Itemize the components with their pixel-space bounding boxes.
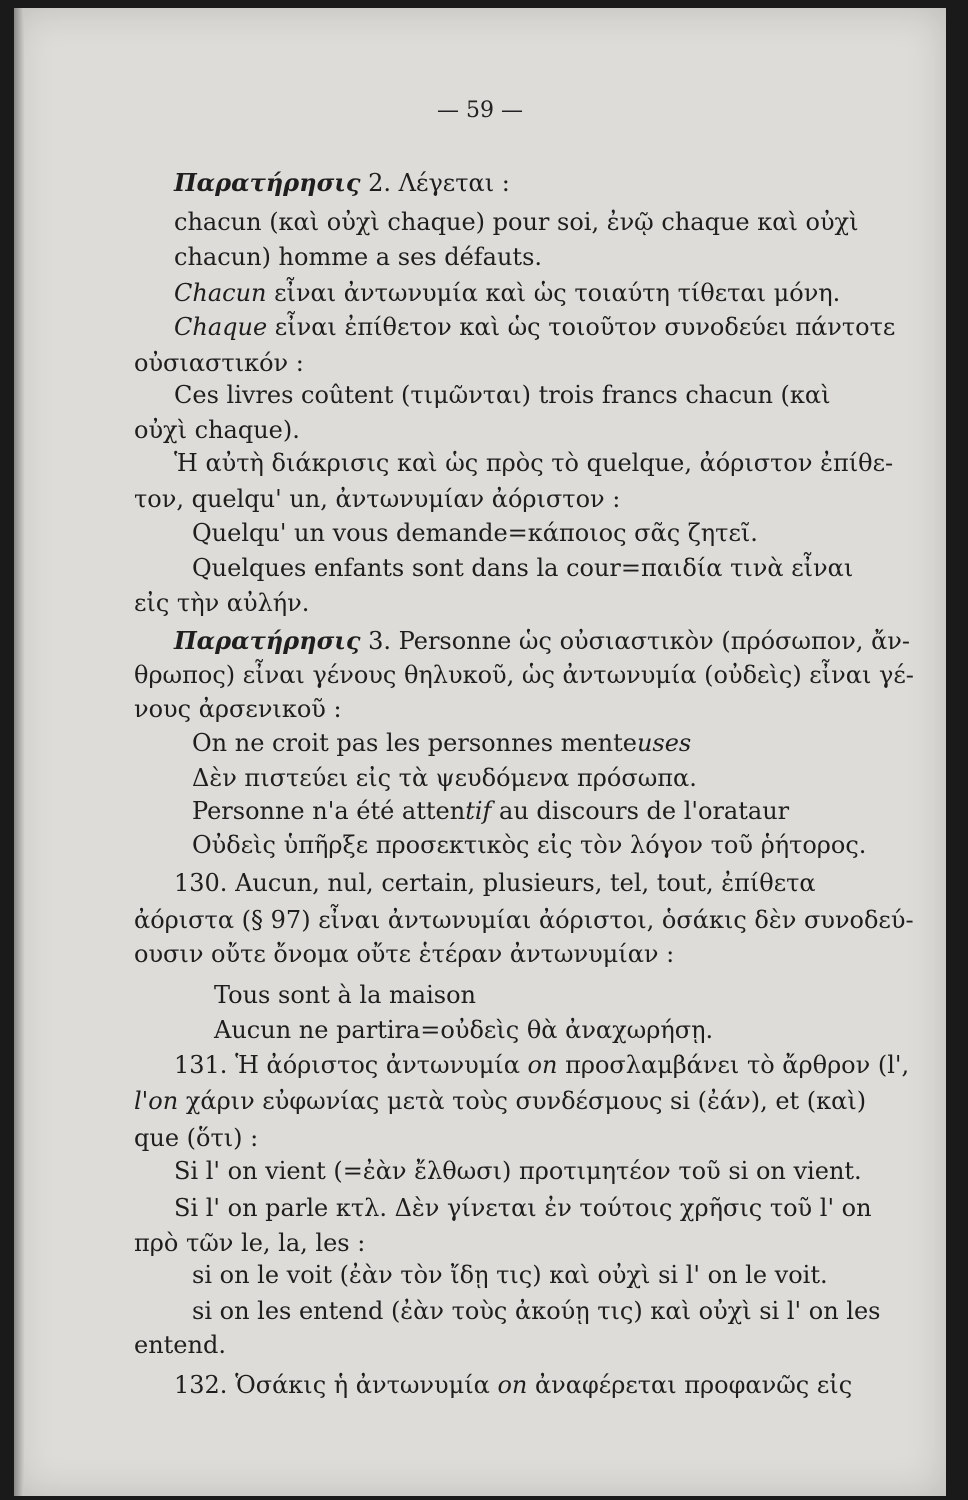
text-run: εἰς τὴν αὐλήν. <box>134 589 310 617</box>
text-line <box>192 796 789 826</box>
text-run: Chacun <box>174 279 267 307</box>
text-run: Ἡ αὐτὴ διάκρισις καὶ ὡς πρὸς τὸ quelque, ἀόριστον ἐπίθε- <box>174 449 894 477</box>
text-line <box>174 1193 872 1223</box>
text-run: on <box>527 1051 558 1079</box>
text-run: chacun) homme a ses défauts. <box>174 243 543 271</box>
text-line <box>134 1330 226 1360</box>
text-run: οὐχὶ chaque). <box>134 416 300 444</box>
text-run: Tous sont à la maison <box>214 981 477 1009</box>
text-run: πρὸ τῶν le, la, les : <box>134 1229 366 1257</box>
text-run: θρωπος) εἶναι γένους θηλυκοῦ, ὡς ἀντωνυμία (οὐδεὶς) εἶναι γέ- <box>134 661 914 689</box>
text-run: Quelqu' un vous demande=κάποιος σᾶς ζητεῖ. <box>192 519 758 547</box>
text-run: 2. Λέγεται : <box>360 169 510 197</box>
text-run: Personne n'a été atten <box>192 797 466 825</box>
text-line <box>214 1015 713 1045</box>
page-number: — 59 — <box>437 98 523 123</box>
text-run: οὐσιαστικόν : <box>134 349 304 377</box>
text-run: εἶναι ἐπίθετον καὶ ὡς τοιοῦτον συνοδεύει πάντοτε <box>267 313 896 341</box>
text-line <box>134 1086 866 1116</box>
text-run: au discours de l'orataur <box>491 797 790 825</box>
text-line <box>174 380 831 410</box>
text-line <box>214 980 476 1010</box>
text-line <box>174 626 910 656</box>
text-line <box>192 518 758 548</box>
text-run: Quelques enfants sont dans la cour=παιδία τινὰ εἶναι <box>192 554 854 582</box>
text-run: εἶναι ἀντωνυμία καὶ ὡς τοιαύτη τίθεται μόνη. <box>266 279 841 307</box>
text-run: Si l' on parle κτλ. Δὲν γίνεται ἐν τούτοις χρῆσις τοῦ l' on <box>174 1194 872 1222</box>
text-run: On ne croit pas les personnes mente <box>192 729 637 757</box>
text-line <box>192 1260 828 1290</box>
text-line <box>192 830 866 860</box>
text-run: si on les entend (ἐὰν τοὺς ἀκούῃ τις) καὶ οὐχὶ si l' on les <box>192 1297 881 1325</box>
text-run: ουσιν οὔτε ὄνομα οὔτε ἑτέραν ἀντωνυμίαν : <box>134 940 675 968</box>
text-line <box>174 1156 862 1186</box>
text-line <box>174 1050 909 1080</box>
text-line <box>134 694 342 724</box>
text-run: chacun (καὶ οὐχὶ chaque) pour soi, ἐνῷ chaque καὶ οὐχὶ <box>174 208 859 236</box>
text-line <box>174 242 542 272</box>
text-run: Si l' on vient (=ἐὰν ἔλθωσι) προτιμητέον τοῦ si on vient. <box>174 1157 862 1185</box>
text-line <box>174 868 816 898</box>
text-run: ἀναφέρεται προφανῶς εἰς <box>527 1371 853 1399</box>
text-line <box>192 553 853 583</box>
section-heading: Παρατήρησις <box>174 626 361 655</box>
text-line <box>192 1296 881 1326</box>
text-run: τον, quelqu' un, ἀντωνυμίαν ἀόριστον : <box>134 485 621 513</box>
text-run: tif <box>465 797 492 825</box>
text-run: 3. Personne ὡς οὐσιαστικὸν (πρόσωπον, ἄν- <box>360 627 910 655</box>
text-run: Aucun ne partira=οὐδεὶς θὰ ἀναχωρήσῃ. <box>214 1016 714 1044</box>
text-line <box>174 207 858 237</box>
text-run: Chaque <box>174 313 268 341</box>
text-line <box>134 939 674 969</box>
text-line <box>134 415 300 445</box>
text-run: Ces livres coûtent (τιμῶνται) trois francs chacun (καὶ <box>174 381 831 409</box>
text-line <box>134 1228 365 1258</box>
text-line <box>134 348 304 378</box>
text-run: προσλαμβάνει τὸ ἄρθρον (l', <box>557 1051 910 1079</box>
text-run: entend. <box>134 1331 226 1359</box>
text-line <box>134 660 914 690</box>
section-heading: Παρατήρησις <box>174 168 361 197</box>
text-run: si on le voit (ἐὰν τὸν ἴδῃ τις) καὶ οὐχὶ si l' on le voit. <box>192 1261 828 1289</box>
text-line <box>134 588 309 618</box>
text-line <box>134 1123 258 1153</box>
text-run: uses <box>636 729 692 757</box>
text-line <box>192 728 691 758</box>
text-line <box>174 1370 852 1400</box>
text-run: 131. Ἡ ἀόριστος ἀντωνυμία <box>174 1051 528 1079</box>
text-line <box>174 168 510 198</box>
book-page <box>14 8 946 1496</box>
text-run: Δὲν πιστεύει εἰς τὰ ψευδόμενα πρόσωπα. <box>192 764 697 792</box>
binding-edge <box>14 8 24 1496</box>
text-run: on <box>497 1371 528 1399</box>
text-run: χάριν εὐφωνίας μετὰ τοὺς συνδέσμους si (ἐάν), et (καὶ) <box>178 1087 867 1115</box>
text-line <box>134 905 914 935</box>
text-line <box>174 312 895 342</box>
text-line <box>134 484 620 514</box>
text-run: Οὐδεὶς ὑπῆρξε προσεκτικὸς εἰς τὸν λόγον τοῦ ῥήτορος. <box>192 831 867 859</box>
text-line <box>174 448 893 478</box>
text-line <box>192 763 697 793</box>
text-run: νους ἀρσενικοῦ : <box>134 695 342 723</box>
text-run: l'on <box>134 1087 179 1115</box>
text-run: que (ὅτι) : <box>134 1124 259 1152</box>
text-line <box>174 278 840 308</box>
text-run: 130. Aucun, nul, certain, plusieurs, tel, tout, ἐπίθετα <box>174 869 816 897</box>
text-run: ἀόριστα (§ 97) εἶναι ἀντωνυμίαι ἀόριστοι, ὁσάκις δὲν συνοδεύ- <box>134 906 914 934</box>
text-run: 132. Ὁσάκις ἡ ἀντωνυμία <box>174 1371 498 1399</box>
